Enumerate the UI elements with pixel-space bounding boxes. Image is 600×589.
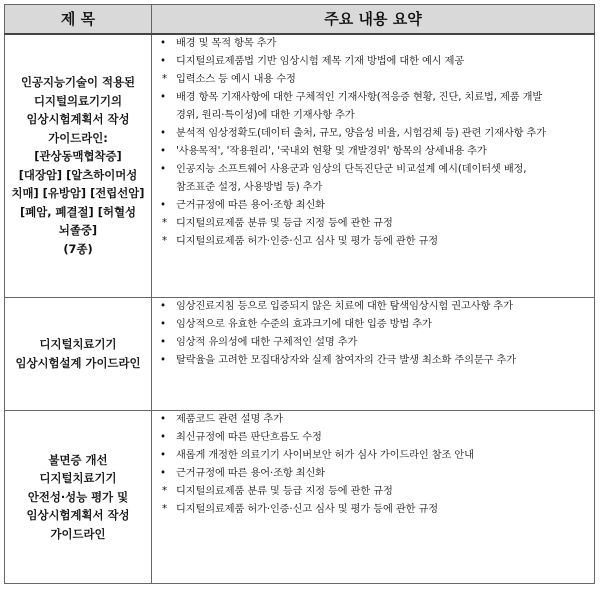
item-text: 배경 항목 기재사항에 대한 구체적인 기재사항(적응증 현황, 진단, 치료법, 제품 개발 bbox=[176, 91, 543, 103]
item-text: 제품코드 관련 설명 추가 bbox=[176, 413, 283, 425]
header-title: 제 목 bbox=[5, 5, 152, 34]
row-title-line: 디지털의료기기의 bbox=[33, 93, 123, 108]
bullet-marker: • bbox=[160, 336, 166, 348]
item-text: 경위, 원리·특이성)에 대한 기재사항 추가 bbox=[176, 109, 355, 121]
item-text: 탈락율을 고려한 모집대상자와 실제 참여자의 간극 발생 최소화 주의문구 추가 bbox=[176, 354, 516, 366]
header-summary: 주요 내용 요약 bbox=[152, 5, 595, 34]
row-title-line: 디지털치료기기 bbox=[39, 337, 117, 352]
item-text: 디지털의료제품 분류 및 등급 지정 등에 관한 규정 bbox=[176, 217, 393, 229]
bullet-item bbox=[158, 125, 594, 143]
item-text: 임상적 유의성에 대한 구체적인 설명 추가 bbox=[176, 336, 358, 348]
item-list bbox=[152, 298, 594, 370]
bullet-marker: • bbox=[160, 413, 166, 425]
row-title-line: (7종) bbox=[63, 241, 93, 256]
row-title-line: 치매] [유방암] [전립선암] bbox=[11, 186, 145, 201]
row-title-line: 가이드라인: bbox=[48, 130, 108, 145]
item-text: '사용목적', '작용원리', '국내외 현황 및 개발경위' 항목의 상세내용 추가 bbox=[176, 145, 487, 157]
item-text: 배경 및 목적 항목 추가 bbox=[176, 37, 277, 49]
bullet-marker: • bbox=[160, 199, 166, 211]
bullet-item bbox=[158, 53, 594, 71]
item-text: 입력소스 등 예시 내용 수정 bbox=[176, 73, 296, 85]
row-content bbox=[152, 410, 595, 583]
bullet-item bbox=[158, 197, 594, 215]
item-text: 근거규정에 따른 용어·조항 최신화 bbox=[176, 467, 325, 479]
row-title-line: 임상시험설계 가이드라인 bbox=[15, 355, 141, 370]
note-item bbox=[158, 483, 594, 501]
row-title bbox=[5, 297, 152, 410]
item-text: 임상적으로 유효한 수준의 효과크기에 대한 입증 방법 추가 bbox=[176, 318, 432, 330]
row-content bbox=[152, 34, 595, 297]
row-title-line: [폐암, 폐결절] [허혈성 bbox=[20, 204, 136, 219]
bullet-marker: • bbox=[160, 449, 166, 461]
bullet-item bbox=[158, 334, 594, 352]
item-text: 임상진료지침 등으로 입증되지 않은 치료에 대한 탐색임상시험 권고사항 추가 bbox=[176, 300, 513, 312]
row-title-line: 디지털치료기기 bbox=[39, 471, 117, 486]
bullet-marker: • bbox=[160, 91, 166, 103]
bullet-item bbox=[158, 298, 594, 316]
item-text: 디지털의료제품 허가·인증·신고 심사 및 평가 등에 관한 규정 bbox=[176, 235, 439, 247]
bullet-marker: • bbox=[160, 145, 166, 157]
table-row bbox=[5, 410, 595, 583]
row-title-line: 뇌졸중] bbox=[58, 223, 98, 238]
row-title-line: [대장암] [알츠하이머성 bbox=[18, 167, 138, 182]
note-item bbox=[158, 215, 594, 233]
table-header-row bbox=[5, 5, 595, 34]
bullet-marker: • bbox=[160, 318, 166, 330]
table-row bbox=[5, 297, 595, 410]
bullet-item bbox=[158, 447, 594, 465]
bullet-item bbox=[158, 89, 594, 125]
item-text: 디지털의료제품 분류 및 등급 지정 등에 관한 규정 bbox=[176, 485, 393, 497]
note-item bbox=[158, 233, 594, 251]
bullet-marker: • bbox=[160, 467, 166, 479]
row-title-line: [관상동맥협착증] bbox=[34, 149, 122, 164]
row-title-line: 임상시험계획서 작성 bbox=[26, 508, 130, 523]
asterisk-marker: * bbox=[162, 217, 167, 229]
item-text: 근거규정에 따른 용어·조항 최신화 bbox=[176, 199, 325, 211]
bullet-item bbox=[158, 465, 594, 483]
row-title bbox=[5, 410, 152, 583]
item-text: 참조표준 설정, 사용방법 등) 추가 bbox=[176, 181, 323, 193]
row-title-line: 불면증 개선 bbox=[48, 452, 108, 467]
summary-table bbox=[4, 4, 595, 584]
bullet-item bbox=[158, 352, 594, 370]
row-title-line: 안전성·성능 평가 및 bbox=[27, 489, 129, 504]
item-list bbox=[152, 411, 594, 519]
item-text: 디지털의료제품 허가·인증·신고 심사 및 평가 등에 관한 규정 bbox=[176, 503, 439, 515]
bullet-item bbox=[158, 143, 594, 161]
asterisk-marker: * bbox=[162, 73, 167, 85]
asterisk-marker: * bbox=[162, 235, 167, 247]
table-row bbox=[5, 34, 595, 297]
row-title-line: 인공지능기술이 적용된 bbox=[21, 75, 135, 90]
bullet-marker: • bbox=[160, 300, 166, 312]
row-title bbox=[5, 34, 152, 297]
row-content bbox=[152, 297, 595, 410]
bullet-marker: • bbox=[160, 354, 166, 366]
bullet-item bbox=[158, 429, 594, 447]
bullet-marker: • bbox=[160, 431, 166, 443]
bullet-item bbox=[158, 161, 594, 197]
bullet-marker: • bbox=[160, 55, 166, 67]
item-text: 분석적 임상정확도(데이터 출처, 규모, 양음성 비율, 시험검체 등) 관련 기재사항 추가 bbox=[176, 127, 547, 139]
bullet-item bbox=[158, 316, 594, 334]
bullet-item bbox=[158, 411, 594, 429]
note-item bbox=[158, 501, 594, 519]
asterisk-marker: * bbox=[162, 503, 167, 515]
row-title-line: 가이드라인 bbox=[50, 526, 106, 541]
bullet-marker: • bbox=[160, 37, 166, 49]
bullet-marker: • bbox=[160, 163, 166, 175]
item-text: 새롭게 개정한 의료기기 사이버보안 허가 심사 가이드라인 참조 안내 bbox=[176, 449, 474, 461]
item-list bbox=[152, 35, 594, 251]
item-text: 최신규정에 따른 판단흐름도 수정 bbox=[176, 431, 322, 443]
item-text: 인공지능 소프트웨어 사용군과 임상의 단독진단군 비교설계 예시(데이터셋 배정, bbox=[176, 163, 527, 175]
asterisk-marker: * bbox=[162, 485, 167, 497]
row-title-line: 임상시험계획서 작성 bbox=[26, 112, 130, 127]
note-item bbox=[158, 71, 594, 89]
bullet-item bbox=[158, 35, 594, 53]
bullet-marker: • bbox=[160, 127, 166, 139]
item-text: 디지털의료제품법 기반 임상시험 제목 기재 방법에 대한 예시 제공 bbox=[176, 55, 465, 67]
